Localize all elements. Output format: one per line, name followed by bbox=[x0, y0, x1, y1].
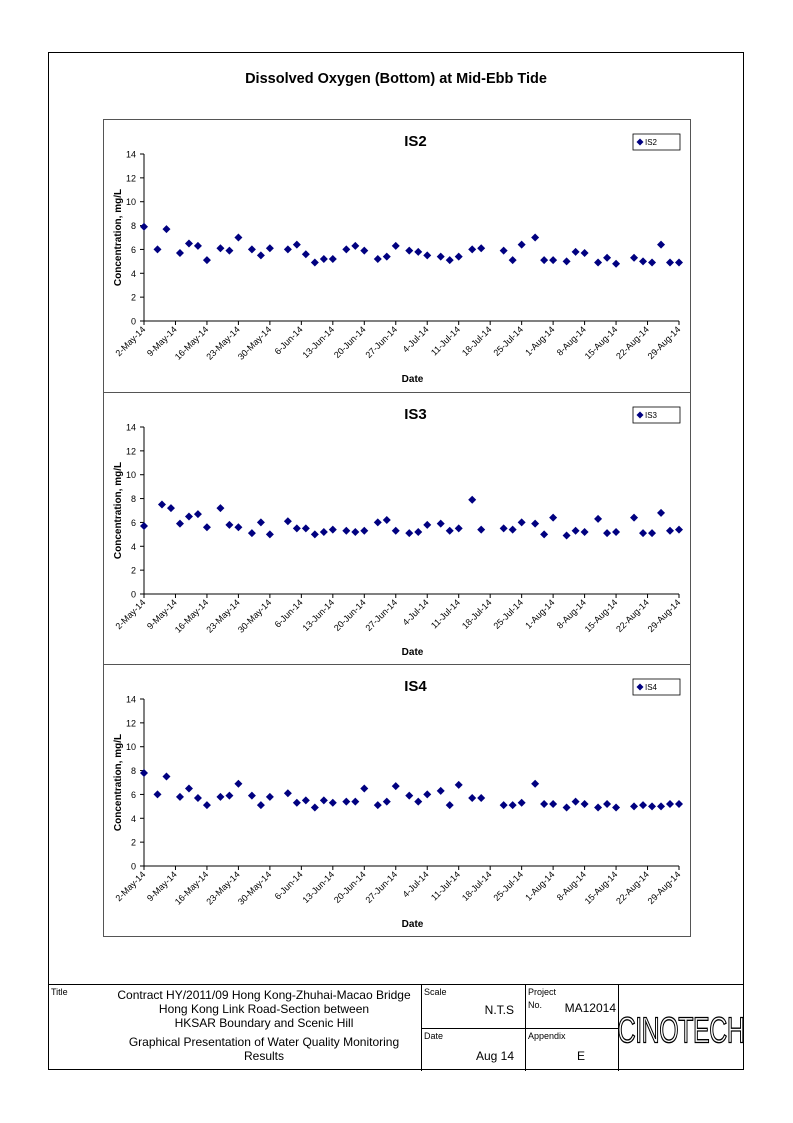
data-point bbox=[216, 504, 224, 512]
data-point bbox=[311, 259, 319, 267]
data-point bbox=[423, 790, 431, 798]
data-point bbox=[185, 512, 193, 520]
report-sheet bbox=[48, 52, 744, 1070]
data-point bbox=[657, 802, 665, 810]
x-tick-label: 23-May-14 bbox=[204, 324, 242, 362]
chart-panel-is3 bbox=[104, 392, 690, 665]
x-tick-label: 15-Aug-14 bbox=[582, 597, 620, 635]
data-point bbox=[549, 514, 557, 522]
y-tick-label: 0 bbox=[130, 316, 136, 327]
x-tick-label: 29-Aug-14 bbox=[645, 869, 683, 907]
data-point bbox=[639, 529, 647, 537]
data-point bbox=[140, 522, 148, 530]
data-point bbox=[293, 799, 301, 807]
x-tick-label: 4-Jul-14 bbox=[400, 324, 431, 355]
data-point bbox=[284, 245, 292, 253]
data-point bbox=[405, 247, 413, 255]
x-tick-label: 1-Aug-14 bbox=[523, 597, 557, 631]
x-tick-label: 25-Jul-14 bbox=[491, 597, 526, 631]
x-tick-label: 27-Jun-14 bbox=[363, 324, 400, 361]
data-point bbox=[257, 518, 265, 526]
x-tick-label: 9-May-14 bbox=[144, 597, 179, 632]
data-point bbox=[383, 798, 391, 806]
x-tick-label: 30-May-14 bbox=[235, 324, 274, 362]
legend-label: IS4 bbox=[645, 683, 658, 692]
data-point bbox=[540, 530, 548, 538]
data-point bbox=[360, 247, 368, 255]
data-point bbox=[216, 793, 224, 801]
data-point bbox=[248, 245, 256, 253]
document-subtitle bbox=[109, 1035, 419, 1063]
data-point bbox=[648, 259, 656, 267]
y-tick-label: 8 bbox=[130, 494, 136, 505]
title-cell bbox=[49, 985, 422, 1071]
x-tick-label: 4-Jul-14 bbox=[400, 597, 431, 628]
data-point bbox=[563, 804, 571, 812]
data-point bbox=[320, 255, 328, 263]
data-point bbox=[234, 234, 242, 242]
document-subtitle-line-1: Graphical Presentation of Water Quality Monitoring bbox=[128, 1035, 400, 1049]
data-point bbox=[446, 256, 454, 264]
x-tick-label: 2-May-14 bbox=[113, 597, 148, 632]
data-point bbox=[162, 773, 170, 781]
data-point bbox=[203, 256, 211, 264]
data-point bbox=[603, 254, 611, 262]
data-point bbox=[630, 802, 638, 810]
data-point bbox=[630, 254, 638, 262]
data-point bbox=[540, 800, 548, 808]
data-point bbox=[360, 784, 368, 792]
document-subtitle-line-2: Results bbox=[243, 1049, 284, 1063]
data-point bbox=[518, 799, 526, 807]
data-point bbox=[266, 244, 274, 252]
data-point bbox=[612, 804, 620, 812]
data-point bbox=[563, 532, 571, 540]
data-point bbox=[162, 225, 170, 233]
y-tick-label: 0 bbox=[130, 861, 136, 872]
x-tick-label: 22-Aug-14 bbox=[614, 597, 651, 635]
data-point bbox=[257, 801, 265, 809]
data-point bbox=[351, 528, 359, 536]
data-point bbox=[351, 798, 359, 806]
data-point bbox=[153, 245, 161, 253]
y-tick-label: 4 bbox=[130, 813, 136, 824]
data-point bbox=[302, 796, 310, 804]
data-point bbox=[203, 801, 211, 809]
y-tick-label: 6 bbox=[130, 517, 136, 528]
y-tick-label: 14 bbox=[125, 694, 136, 705]
data-point bbox=[468, 794, 476, 802]
x-tick-label: 9-May-14 bbox=[144, 324, 179, 359]
x-tick-label: 18-Jul-14 bbox=[459, 324, 494, 358]
y-tick-label: 14 bbox=[125, 422, 136, 433]
y-tick-label: 4 bbox=[130, 268, 136, 279]
data-point bbox=[572, 798, 580, 806]
x-tick-label: 1-Aug-14 bbox=[523, 869, 557, 903]
y-tick-label: 10 bbox=[125, 470, 136, 481]
data-point bbox=[293, 241, 301, 249]
data-point bbox=[540, 256, 548, 264]
cinotech-logo bbox=[619, 985, 743, 1071]
data-point bbox=[446, 801, 454, 809]
data-point bbox=[374, 255, 382, 263]
data-point bbox=[414, 528, 422, 536]
y-axis-title: Concentration, mg/L bbox=[113, 733, 124, 832]
scale-date-cell bbox=[422, 985, 526, 1071]
data-point bbox=[234, 780, 242, 788]
data-point bbox=[518, 241, 526, 249]
data-point bbox=[194, 510, 202, 518]
y-tick-label: 14 bbox=[125, 149, 136, 160]
x-tick-label: 23-May-14 bbox=[204, 597, 242, 635]
title-label: Title bbox=[51, 987, 68, 997]
data-point bbox=[455, 781, 463, 789]
data-point bbox=[572, 248, 580, 256]
x-tick-label: 6-Jun-14 bbox=[272, 324, 305, 357]
x-tick-label: 11-Jul-14 bbox=[428, 597, 463, 631]
date-value: Aug 14 bbox=[475, 1049, 514, 1063]
data-point bbox=[194, 794, 202, 802]
data-point bbox=[405, 792, 413, 800]
data-point bbox=[639, 257, 647, 265]
data-point bbox=[572, 527, 580, 535]
page-title: Dissolved Oxygen (Bottom) at Mid-Ebb Tide bbox=[245, 71, 547, 87]
y-tick-label: 2 bbox=[130, 292, 136, 303]
data-point bbox=[342, 798, 350, 806]
logo-cell bbox=[619, 985, 743, 1071]
data-point bbox=[423, 521, 431, 529]
data-point bbox=[666, 527, 674, 535]
data-point bbox=[383, 516, 391, 524]
title-block bbox=[49, 984, 743, 1071]
data-point bbox=[630, 514, 638, 522]
data-point bbox=[234, 523, 242, 531]
data-point bbox=[320, 528, 328, 536]
data-point bbox=[531, 520, 539, 528]
y-tick-label: 4 bbox=[130, 541, 136, 552]
data-point bbox=[342, 527, 350, 535]
data-point bbox=[257, 251, 265, 259]
data-point bbox=[455, 524, 463, 532]
data-point bbox=[531, 234, 539, 242]
data-point bbox=[414, 248, 422, 256]
appendix-value: E bbox=[576, 1049, 585, 1063]
scale-label: Scale bbox=[424, 987, 447, 997]
x-tick-label: 2-May-14 bbox=[113, 324, 148, 359]
x-tick-label: 6-Jun-14 bbox=[272, 869, 305, 902]
project-cell bbox=[526, 985, 618, 1029]
date-label: Date bbox=[424, 1031, 444, 1041]
data-point bbox=[477, 794, 485, 802]
chart-title: IS3 bbox=[404, 406, 427, 423]
data-point bbox=[284, 789, 292, 797]
data-point bbox=[342, 245, 350, 253]
x-tick-label: 27-Jun-14 bbox=[363, 869, 400, 906]
y-tick-label: 12 bbox=[125, 446, 136, 457]
data-point bbox=[675, 526, 683, 534]
data-point bbox=[311, 530, 319, 538]
data-point bbox=[311, 804, 319, 812]
data-point bbox=[360, 527, 368, 535]
x-tick-label: 29-Aug-14 bbox=[645, 597, 683, 635]
data-point bbox=[225, 247, 233, 255]
data-point bbox=[176, 249, 184, 257]
x-tick-label: 22-Aug-14 bbox=[614, 324, 651, 362]
data-point bbox=[140, 223, 148, 231]
x-tick-label: 16-May-14 bbox=[172, 324, 211, 362]
data-point bbox=[185, 784, 193, 792]
x-tick-label: 16-May-14 bbox=[172, 869, 211, 907]
x-tick-label: 11-Jul-14 bbox=[428, 324, 463, 358]
y-axis-title: Concentration, mg/L bbox=[113, 188, 124, 287]
appendix-label: Appendix bbox=[528, 1031, 566, 1041]
x-tick-label: 8-Aug-14 bbox=[554, 324, 589, 358]
data-point bbox=[216, 244, 224, 252]
data-point bbox=[158, 501, 166, 509]
data-point bbox=[176, 520, 184, 528]
data-point bbox=[320, 796, 328, 804]
y-tick-label: 6 bbox=[130, 789, 136, 800]
x-axis-title: Date bbox=[401, 919, 424, 930]
chart-panel-is4 bbox=[104, 664, 690, 937]
data-point bbox=[329, 526, 337, 534]
data-point bbox=[549, 800, 557, 808]
x-tick-label: 20-Jun-14 bbox=[331, 869, 368, 906]
y-tick-label: 12 bbox=[125, 173, 136, 184]
data-point bbox=[648, 529, 656, 537]
data-point bbox=[500, 247, 508, 255]
data-point bbox=[657, 509, 665, 517]
data-point bbox=[477, 526, 485, 534]
data-point bbox=[405, 529, 413, 537]
y-tick-label: 12 bbox=[125, 718, 136, 729]
data-point bbox=[446, 527, 454, 535]
data-point bbox=[648, 802, 656, 810]
data-point bbox=[225, 792, 233, 800]
data-point bbox=[266, 793, 274, 801]
data-point bbox=[477, 244, 485, 252]
logo-text: CINOTECH bbox=[619, 1009, 743, 1051]
x-tick-label: 8-Aug-14 bbox=[554, 597, 589, 631]
data-point bbox=[248, 792, 256, 800]
y-axis-title: Concentration, mg/L bbox=[113, 461, 124, 560]
data-point bbox=[248, 529, 256, 537]
data-point bbox=[437, 520, 445, 528]
x-tick-label: 9-May-14 bbox=[144, 869, 179, 904]
data-point bbox=[612, 260, 620, 268]
x-tick-label: 30-May-14 bbox=[235, 869, 274, 907]
y-tick-label: 6 bbox=[130, 244, 136, 255]
chart-is3 bbox=[104, 393, 690, 665]
data-point bbox=[176, 793, 184, 801]
legend-label: IS2 bbox=[645, 138, 658, 147]
data-point bbox=[594, 515, 602, 523]
scale-value: N.T.S bbox=[484, 1003, 514, 1017]
chart-title: IS2 bbox=[404, 133, 427, 150]
data-point bbox=[423, 251, 431, 259]
contract-title bbox=[109, 988, 419, 1030]
chart-panel-is2 bbox=[104, 120, 690, 392]
data-point bbox=[509, 526, 517, 534]
data-point bbox=[531, 780, 539, 788]
data-point bbox=[657, 241, 665, 249]
data-point bbox=[509, 801, 517, 809]
data-point bbox=[203, 523, 211, 531]
data-point bbox=[293, 524, 301, 532]
x-tick-label: 20-Jun-14 bbox=[331, 597, 368, 634]
project-appendix-cell bbox=[526, 985, 619, 1071]
data-point bbox=[581, 528, 589, 536]
chart-is2 bbox=[104, 120, 690, 392]
x-tick-label: 13-Jun-14 bbox=[300, 597, 337, 634]
x-tick-label: 8-Aug-14 bbox=[554, 869, 589, 903]
data-point bbox=[351, 242, 359, 250]
data-point bbox=[468, 496, 476, 504]
x-tick-label: 18-Jul-14 bbox=[459, 869, 494, 903]
contract-title-line-3: HKSAR Boundary and Scenic Hill bbox=[174, 1016, 354, 1030]
x-axis-title: Date bbox=[401, 647, 424, 658]
data-point bbox=[666, 259, 674, 267]
data-point bbox=[392, 527, 400, 535]
data-point bbox=[185, 239, 193, 247]
data-point bbox=[392, 242, 400, 250]
data-point bbox=[639, 801, 647, 809]
x-tick-label: 18-Jul-14 bbox=[459, 597, 494, 631]
data-point bbox=[500, 801, 508, 809]
data-point bbox=[437, 787, 445, 795]
data-point bbox=[500, 524, 508, 532]
y-tick-label: 2 bbox=[130, 837, 136, 848]
x-tick-label: 13-Jun-14 bbox=[300, 324, 337, 361]
x-axis-title: Date bbox=[401, 374, 424, 385]
data-point bbox=[437, 253, 445, 261]
x-tick-label: 15-Aug-14 bbox=[582, 869, 620, 907]
x-tick-label: 20-Jun-14 bbox=[331, 324, 368, 361]
contract-title-line-2: Hong Kong Link Road-Section between bbox=[158, 1002, 370, 1016]
data-point bbox=[518, 518, 526, 526]
chart-is4 bbox=[104, 665, 690, 937]
project-label: Project bbox=[528, 987, 557, 997]
data-point bbox=[153, 790, 161, 798]
data-point bbox=[509, 256, 517, 264]
data-point bbox=[374, 518, 382, 526]
data-point bbox=[392, 782, 400, 790]
data-point bbox=[594, 804, 602, 812]
x-tick-label: 4-Jul-14 bbox=[400, 869, 431, 900]
data-point bbox=[563, 257, 571, 265]
x-tick-label: 25-Jul-14 bbox=[491, 869, 526, 903]
data-point bbox=[414, 798, 422, 806]
chart-title: IS4 bbox=[404, 678, 427, 695]
data-point bbox=[581, 800, 589, 808]
data-point bbox=[266, 530, 274, 538]
y-tick-label: 8 bbox=[130, 221, 136, 232]
x-tick-label: 25-Jul-14 bbox=[491, 324, 526, 358]
x-tick-label: 27-Jun-14 bbox=[363, 597, 400, 634]
data-point bbox=[455, 253, 463, 261]
data-point bbox=[594, 259, 602, 267]
data-point bbox=[383, 253, 391, 261]
data-point bbox=[329, 799, 337, 807]
data-point bbox=[549, 256, 557, 264]
x-tick-label: 6-Jun-14 bbox=[272, 597, 305, 630]
x-tick-label: 22-Aug-14 bbox=[614, 869, 651, 907]
x-tick-label: 15-Aug-14 bbox=[582, 324, 620, 362]
x-tick-label: 13-Jun-14 bbox=[300, 869, 337, 906]
x-tick-label: 1-Aug-14 bbox=[523, 324, 557, 358]
x-tick-label: 16-May-14 bbox=[172, 597, 211, 635]
data-point bbox=[194, 242, 202, 250]
x-tick-label: 2-May-14 bbox=[113, 869, 148, 904]
project-number: MA12014 bbox=[564, 1001, 616, 1015]
data-point bbox=[468, 245, 476, 253]
y-tick-label: 10 bbox=[125, 197, 136, 208]
x-tick-label: 11-Jul-14 bbox=[428, 869, 463, 903]
contract-title-line-1: Contract HY/2011/09 Hong Kong-Zhuhai-Macao Bridge bbox=[117, 988, 411, 1002]
data-point bbox=[581, 249, 589, 257]
project-no-label: No. bbox=[528, 1000, 543, 1010]
data-point bbox=[374, 801, 382, 809]
data-point bbox=[302, 250, 310, 258]
legend-label: IS3 bbox=[645, 411, 658, 420]
data-point bbox=[675, 259, 683, 267]
x-tick-label: 30-May-14 bbox=[235, 597, 274, 635]
data-point bbox=[666, 800, 674, 808]
x-tick-label: 29-Aug-14 bbox=[645, 324, 683, 362]
y-tick-label: 2 bbox=[130, 565, 136, 576]
data-point bbox=[225, 521, 233, 529]
y-tick-label: 10 bbox=[125, 742, 136, 753]
data-point bbox=[302, 524, 310, 532]
data-point bbox=[284, 517, 292, 525]
data-point bbox=[603, 800, 611, 808]
data-point bbox=[675, 800, 683, 808]
data-point bbox=[603, 529, 611, 537]
y-tick-label: 0 bbox=[130, 589, 136, 600]
data-point bbox=[329, 255, 337, 263]
charts-container bbox=[103, 119, 691, 937]
data-point bbox=[612, 528, 620, 536]
x-tick-label: 23-May-14 bbox=[204, 869, 242, 907]
data-point bbox=[167, 504, 175, 512]
scale-cell bbox=[422, 985, 525, 1029]
y-tick-label: 8 bbox=[130, 766, 136, 777]
